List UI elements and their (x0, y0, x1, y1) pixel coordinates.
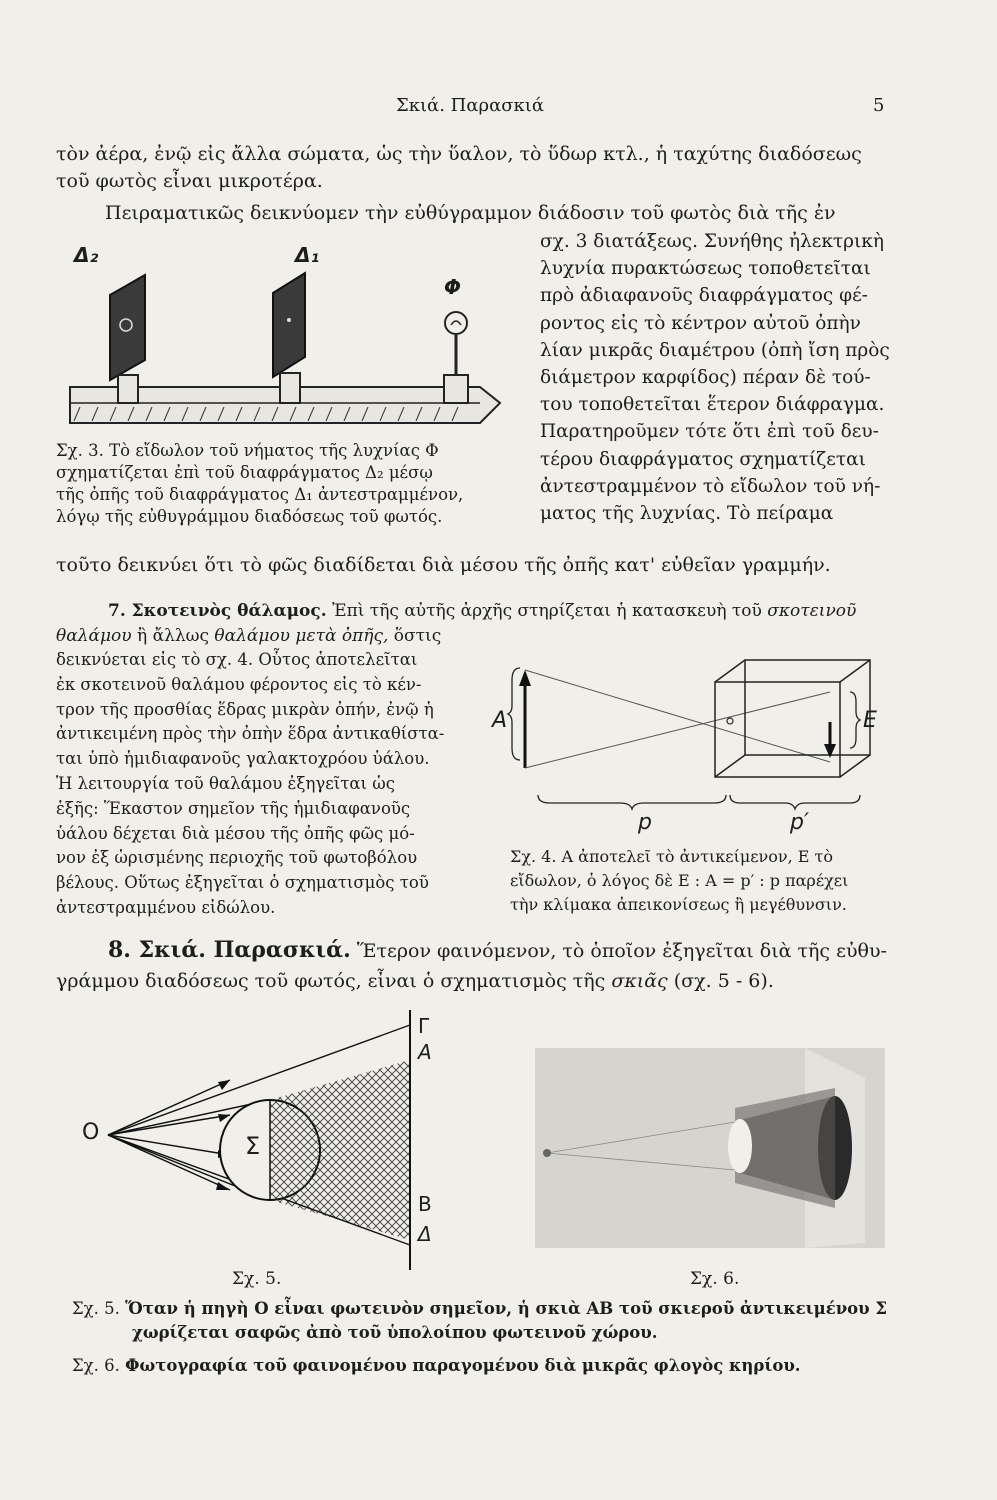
figure-5-title: Σχ. 5. (232, 1269, 282, 1289)
label-p-prime: p′ (790, 810, 809, 835)
section-7-line-2 (56, 623, 441, 650)
lamp-filament (451, 321, 461, 325)
label-a: A (492, 708, 508, 733)
s7-term-c: θαλάμου μετὰ ὀπῆς, (214, 626, 389, 646)
right-line: ροντος εἰς τὸ κέντρον αὐτοῦ ὀπὴν (540, 312, 861, 334)
caption-6-line-1 (72, 1355, 801, 1377)
label-o: O (82, 1120, 100, 1145)
figure-3 (60, 235, 510, 435)
candle-flame (543, 1149, 551, 1157)
section-8-title: 8. Σκιά. Παρασκιά. (108, 937, 351, 963)
right-line: σχ. 3 διατάξεως. Συνήθης ἠλεκτρικὴ (540, 231, 884, 252)
fig3-caption-line: Σχ. 3. Τὸ εἴδωλον τοῦ νήματος τῆς λυχνίας Φ (56, 441, 439, 460)
figure-6-photo (535, 1048, 885, 1248)
label-delta: Δ (418, 1222, 432, 1246)
s7-term-a: θαλάμου (56, 626, 132, 646)
page-number: 5 (873, 95, 885, 116)
s7-line: ὑάλου δέχεται διὰ μέσου τῆς ὀπῆς φῶς μό- (56, 823, 415, 843)
figure-5 (80, 1010, 460, 1270)
s7-line: δεικνύεται εἰς τὸ σχ. 4. Οὗτος ἀποτελεῖται (56, 650, 418, 669)
label-sigma: Σ (245, 1132, 261, 1160)
p-prime-brace (730, 795, 860, 809)
figure-5-drawing (80, 1010, 460, 1270)
s7-text-d: ὅστις (393, 626, 442, 646)
s7-line: ἀντικειμένη πρὸς τὴν ὀπὴν ἕδρα ἀντικαθίστα- (56, 724, 445, 744)
label-phi: Φ (444, 275, 462, 299)
intro-line-2: τοῦ φωτὸς εἶναι μικροτέρα. (56, 170, 323, 192)
s8-text-b: (σχ. 5 - 6). (673, 970, 774, 992)
pinhole (287, 318, 291, 322)
section-7-line-1-text: Ἐπὶ τῆς αὐτῆς ἀρχῆς στηρίζεται ἡ κατασκευὴ τοῦ (332, 601, 762, 621)
figure-6-drawing (535, 1048, 885, 1248)
figure-4-drawing (490, 650, 890, 840)
figure-4-caption (510, 845, 900, 917)
s8-term: σκιᾶς (611, 970, 668, 992)
s7-line: τρον τῆς προσθίας ἕδρας μικρὰν ὀπήν, ἐνῷ ἡ (56, 699, 434, 719)
s7-line: ται ὑπὸ ἡμιδιαφανοῦς γαλακτοχρόου ὑάλου. (56, 749, 430, 769)
fig4-caption-line: τὴν κλίμακα ἀπεικονίσεως ἢ μεγέθυνσιν. (510, 895, 847, 914)
p-brace (538, 795, 726, 809)
fig3-caption-line: σχηματίζεται ἐπὶ τοῦ διαφράγματος Δ₂ μέσῳ (56, 463, 433, 482)
label-p: p (638, 810, 652, 835)
fig3-caption-line: τῆς ὀπῆς τοῦ διαφράγματος Δ₁ ἀντεστραμμένον, (56, 485, 464, 504)
label-d2: Δ₂ (74, 243, 99, 267)
right-line: λίαν μικρᾶς διαμέτρου (ὀπὴ ἴση πρὸς (540, 339, 890, 361)
caption-6-lead: Σχ. 6. (72, 1356, 120, 1375)
caption-5-text: Ὅταν ἡ πηγὴ O εἶναι φωτεινὸν σημεῖον, ἡ σκιὰ AB τοῦ σκιεροῦ ἀντικειμένου Σ (125, 1299, 888, 1318)
label-b: B (418, 1192, 432, 1216)
right-line: διάμετρον καρφίδος) πέραν δὲ τού- (540, 367, 871, 389)
right-line: Παρατηροῦμεν τότε ὅτι ἐπὶ τοῦ δευ- (540, 421, 879, 443)
intro-line-1-text: τὸν ἀέρα, ἐνῷ εἰς ἄλλα σώματα, ὡς τὴν ὕαλον, τὸ ὕδωρ κτλ., ἡ ταχύτης διαδόσεως (56, 143, 862, 165)
caption-6-text: Φωτογραφία τοῦ φαινομένου παραγομένου διὰ μικρᾶς φλογὸς κηρίου. (125, 1356, 801, 1375)
s7-line: βέλους. Οὕτως ἐξηγεῖται ὁ σχηματισμὸς τοῦ (56, 873, 429, 893)
right-line: τέρου διαφράγματος σχηματίζεται (540, 448, 866, 470)
right-line: λυχνία πυρακτώσεως τοποθετεῖται (540, 258, 871, 280)
label-d1: Δ₁ (295, 243, 320, 267)
section-7-title: 7. Σκοτεινὸς θάλαμος. (108, 601, 327, 621)
section-8-line-1-text: Ἕτερον φαινόμενον, τὸ ὁποῖον ἐξηγεῖται διὰ τῆς εὐθυ- (356, 940, 887, 962)
intro-line-3: Πειραματικῶς δεικνύομεν τὴν εὐθύγραμμον διάδοσιν τοῦ φωτὸς διὰ τῆς ἐν (105, 202, 836, 224)
lamp-bulb (445, 312, 467, 334)
label-e: E (863, 708, 877, 733)
figure-4 (490, 650, 890, 840)
ray-top (525, 670, 830, 762)
stand-d1 (280, 373, 300, 403)
right-line: ἀντεστραμμένον τὸ εἴδωλον τοῦ νή- (540, 475, 881, 497)
screen-d2 (110, 275, 145, 380)
section-8-line-2 (56, 968, 774, 995)
right-column (540, 228, 895, 527)
right-line: του τοποθετεῖται ἕτερον διάφραγμα. (540, 394, 885, 416)
screen-d1 (273, 273, 305, 377)
section-7-line-1 (108, 598, 856, 625)
s8-text-a: γράμμου διαδόσεως τοῦ φωτός, εἶναι ὁ σχηματισμὸς τῆς (56, 970, 606, 992)
fig3-caption-line: λόγῳ τῆς εὐθυγράμμου διαδόσεως τοῦ φωτός. (56, 507, 443, 526)
fig4-caption-line: εἴδωλον, ὁ λόγος δὲ E : A = p′ : p παρέχει (510, 871, 849, 890)
s7-text-b: ἢ ἄλλως (137, 626, 210, 646)
fig4-caption-line: Σχ. 4. A ἀποτελεῖ τὸ ἀντικείμενον, E τὸ (510, 847, 834, 866)
stand-d2 (118, 375, 138, 403)
s7-line: ἐκ σκοτεινοῦ θαλάμου φέροντος εἰς τὸ κέν- (56, 674, 422, 694)
right-line: πρὸ ἀδιαφανοῦς διαφράγματος φέ- (540, 285, 868, 307)
label-a-point: A (418, 1040, 432, 1064)
figure-3-caption (56, 440, 524, 528)
stand-lamp (444, 375, 468, 403)
figure-6-title: Σχ. 6. (690, 1269, 740, 1289)
ray-bottom (525, 692, 830, 768)
running-title: Σκιά. Παρασκιά (396, 95, 544, 116)
caption-5-line-1 (72, 1298, 887, 1320)
image-arrow-head (824, 744, 836, 758)
object-brace (508, 668, 520, 760)
s7-line: νον ἐξ ὡρισμένης περιοχῆς τοῦ φωτοβόλου (56, 848, 418, 868)
s7-line: Ἡ λειτουργία τοῦ θαλάμου ἐξηγεῖται ὡς (56, 773, 395, 793)
object-arrow-head (519, 670, 531, 686)
figure-3-drawing (60, 235, 510, 435)
camera-hole (727, 718, 733, 724)
lit-sphere (728, 1119, 752, 1173)
s7-line: ἀντεστραμμένου εἰδώλου. (56, 897, 276, 917)
label-gamma: Γ (418, 1014, 430, 1038)
image-brace (850, 692, 860, 748)
section-7-body (56, 648, 476, 921)
right-line: ματος τῆς λυχνίας. Τὸ πείραμα (540, 503, 834, 525)
caption-5-line-2: χωρίζεται σαφῶς ἀπὸ τοῦ ὑπολοίπου φωτεινοῦ χώρου. (132, 1323, 658, 1342)
s7-line: ἑξῆς: Ἕκαστον σημεῖον τῆς ἡμιδιαφανοῦς (56, 798, 411, 818)
intro-line-1 (56, 141, 896, 168)
section-7-term: σκοτεινοῦ (767, 601, 857, 621)
caption-5-lead: Σχ. 5. (72, 1299, 120, 1318)
section-8-line-1 (108, 935, 887, 966)
right-column-end: τοῦτο δεικνύει ὅτι τὸ φῶς διαδίδεται διὰ μέσου τῆς ὀπῆς κατ' εὐθεῖαν γραμμήν. (56, 554, 831, 576)
